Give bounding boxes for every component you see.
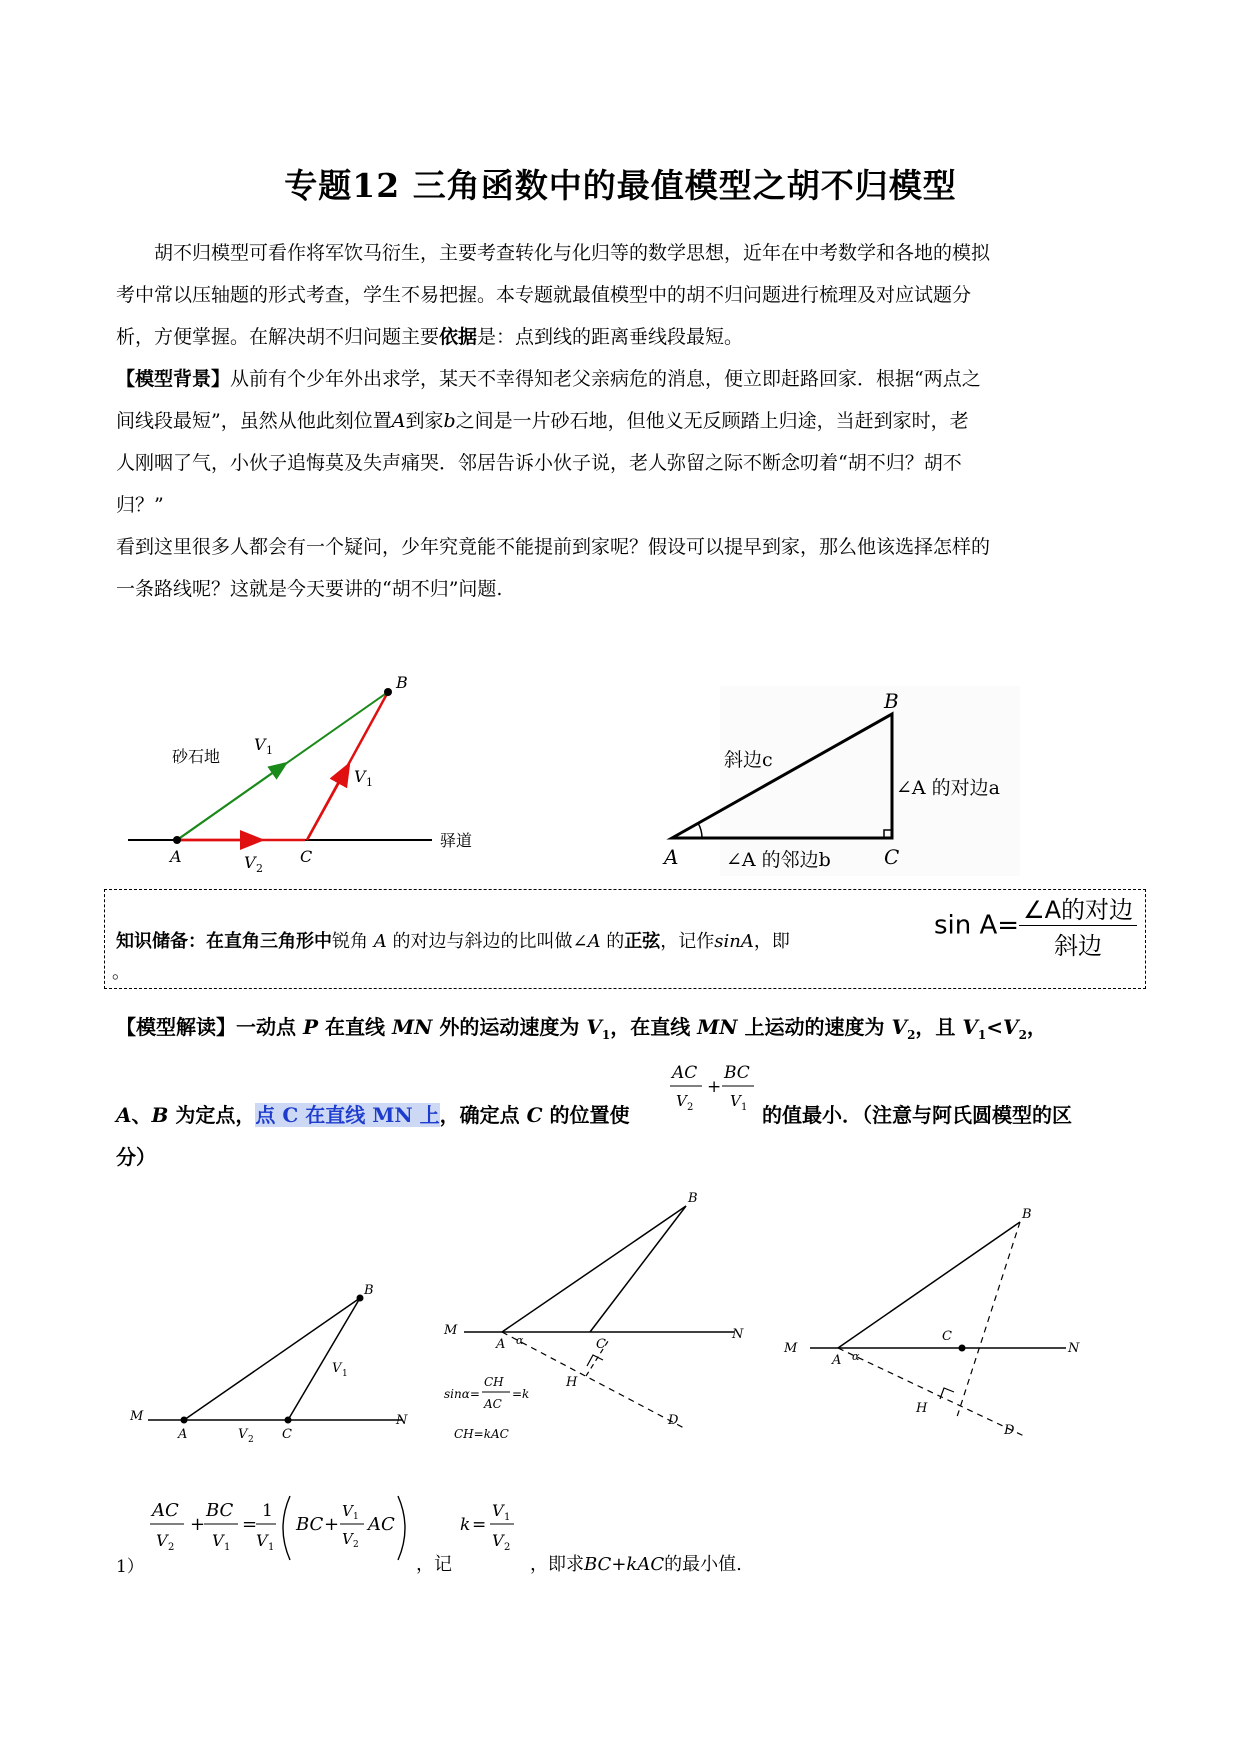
svg-text:1: 1 bbox=[224, 1542, 231, 1553]
svg-text:B: B bbox=[688, 1191, 698, 1206]
svg-text:D: D bbox=[668, 1413, 679, 1428]
svg-text:AC: AC bbox=[368, 1514, 395, 1535]
svg-text:=: = bbox=[472, 1515, 487, 1535]
reading-fraction bbox=[668, 1056, 756, 1130]
svg-text:N: N bbox=[396, 1413, 408, 1428]
reading-line-1: 【模型解读】一动点 P 在直线 MN 外的运动速度为 $V_1$，在直线 MN 上运动的速度为 $V_2$，且 $V_1<V_2$， bbox=[116, 1015, 1047, 1042]
svg-text:2: 2 bbox=[256, 862, 263, 875]
reading-line-2: A、B 为定点，点 C 在直线 MN 上，确定点 C 的位置使 bbox=[116, 1103, 630, 1127]
svg-text:V: V bbox=[212, 1531, 224, 1550]
svg-text:V: V bbox=[492, 1501, 504, 1520]
svg-text:V: V bbox=[492, 1531, 504, 1550]
svg-text:V: V bbox=[244, 853, 256, 872]
svg-text:H: H bbox=[566, 1375, 578, 1390]
svg-text:BC: BC bbox=[206, 1500, 234, 1521]
figure-perpendicular bbox=[770, 1200, 1100, 1450]
background-line-2: 间线段最短”，虽然从他此刻位置A到家b之间是一片砂石地，但他义无反顾踏上归途，当赶到家时，老 bbox=[116, 410, 969, 432]
opposite-label: ∠A 的对边a bbox=[896, 777, 1001, 799]
svg-text:B: B bbox=[884, 689, 899, 713]
intro-line-1: 胡不归模型可看作将军饮马衍生，主要考查转化与化归等的数学思想，近年在中考数学和各地的模拟 bbox=[154, 242, 991, 264]
svg-text:2: 2 bbox=[168, 1542, 175, 1553]
svg-text:V: V bbox=[254, 735, 266, 754]
svg-text:BC: BC bbox=[296, 1514, 324, 1535]
svg-text:1: 1 bbox=[366, 776, 373, 789]
step-1-formula bbox=[146, 1488, 416, 1578]
svg-text:1: 1 bbox=[741, 1102, 748, 1113]
intro-line-2: 考中常以压轴题的形式考查，学生不易把握。本专题就最值模型中的胡不归问题进行梳理及对应试题分 bbox=[116, 284, 972, 306]
svg-text:V: V bbox=[156, 1531, 168, 1550]
svg-text:B: B bbox=[364, 1283, 374, 1298]
svg-text:k: k bbox=[460, 1515, 471, 1535]
page-title: 专题12 三角函数中的最值模型之胡不归模型 bbox=[284, 166, 957, 205]
intro-line-3: 析，方便掌握。在解决胡不归问题主要依据是：点到线的距离垂线段最短。 bbox=[116, 326, 744, 348]
sine-formula: sin A= $\frac{\text{∠A的对边}}{\text{斜边}}$ bbox=[934, 890, 1137, 961]
svg-text:V: V bbox=[256, 1531, 268, 1550]
figure-sand-road bbox=[110, 668, 490, 875]
figure-right-triangle bbox=[660, 686, 1040, 876]
road-label: 驿道 bbox=[440, 831, 473, 850]
svg-text:BC: BC bbox=[724, 1063, 750, 1083]
svg-text:M: M bbox=[444, 1323, 458, 1338]
svg-text:+: + bbox=[324, 1514, 340, 1535]
svg-text:V: V bbox=[730, 1092, 741, 1110]
background-label: 【模型背景】 bbox=[116, 368, 231, 390]
svg-text:C: C bbox=[596, 1337, 606, 1352]
svg-text:D: D bbox=[1004, 1423, 1015, 1438]
step-1-tail: ，即求BC+kAC的最小值. bbox=[530, 1554, 742, 1575]
point-b bbox=[384, 688, 392, 696]
svg-text:N: N bbox=[1068, 1341, 1080, 1356]
svg-text:1: 1 bbox=[353, 1512, 359, 1522]
svg-text:V: V bbox=[332, 1361, 342, 1376]
figure-basic-model bbox=[126, 1276, 416, 1452]
svg-text:1: 1 bbox=[504, 1512, 511, 1523]
svg-text:C: C bbox=[282, 1427, 292, 1442]
svg-text:A: A bbox=[664, 845, 679, 869]
svg-text:1: 1 bbox=[268, 1542, 275, 1553]
svg-text:A: A bbox=[178, 1427, 188, 1442]
svg-text:=k: =k bbox=[512, 1387, 530, 1401]
step-1-k-definition bbox=[458, 1492, 528, 1562]
background-line-1: 【模型背景】从前有个少年外出求学，某天不幸得知老父亲病危的消息，便立即赶路回家．根据“两点之 bbox=[116, 368, 981, 390]
hypotenuse-label: 斜边c bbox=[724, 749, 773, 771]
svg-text:V: V bbox=[342, 1502, 353, 1520]
svg-text:α: α bbox=[516, 1334, 524, 1347]
svg-text:1: 1 bbox=[266, 744, 273, 757]
svg-text:V: V bbox=[676, 1092, 687, 1110]
sand-label: 砂石地 bbox=[172, 747, 221, 766]
svg-text:A: A bbox=[832, 1353, 842, 1368]
svg-text:CH=kAC: CH=kAC bbox=[454, 1427, 509, 1441]
highlight-c-on-mn: 点 C 在直线 MN 上 bbox=[255, 1103, 440, 1127]
svg-text:V: V bbox=[342, 1530, 353, 1548]
svg-text:C: C bbox=[300, 847, 313, 866]
svg-text:A: A bbox=[170, 847, 182, 866]
svg-text:2: 2 bbox=[353, 1540, 359, 1550]
svg-text:α: α bbox=[852, 1350, 860, 1363]
svg-text:M: M bbox=[784, 1341, 798, 1356]
svg-text:2: 2 bbox=[504, 1542, 511, 1553]
svg-text:B: B bbox=[396, 673, 408, 692]
svg-text:sinα=: sinα= bbox=[444, 1387, 480, 1401]
figure-sine-construction bbox=[440, 1188, 750, 1448]
svg-text:AC: AC bbox=[152, 1500, 179, 1521]
svg-text:V: V bbox=[238, 1427, 248, 1442]
background-line-5: 看到这里很多人都会有一个疑问，少年究竟能不能提前到家呢？假设可以提早到家，那么他该选择怎样的 bbox=[116, 536, 991, 558]
svg-text:CH: CH bbox=[484, 1375, 504, 1389]
svg-text:N: N bbox=[732, 1327, 744, 1342]
svg-text:B: B bbox=[1022, 1207, 1032, 1222]
step-1-number: 1） bbox=[116, 1557, 144, 1577]
svg-text:+: + bbox=[190, 1514, 206, 1535]
svg-text:H: H bbox=[916, 1401, 928, 1416]
point-a bbox=[173, 836, 181, 844]
svg-text:1: 1 bbox=[262, 1501, 273, 1521]
svg-text:=: = bbox=[242, 1514, 258, 1535]
svg-text:2: 2 bbox=[687, 1102, 694, 1113]
svg-text:2: 2 bbox=[248, 1435, 254, 1445]
v1-label-red: V bbox=[354, 767, 366, 786]
svg-text:+: + bbox=[707, 1077, 722, 1097]
svg-text:A: A bbox=[496, 1337, 506, 1352]
background-line-6: 一条路线呢？这就是今天要讲的“胡不归”问题. bbox=[116, 578, 503, 600]
svg-text:AC: AC bbox=[484, 1397, 502, 1411]
adjacent-label: ∠A 的邻边b bbox=[726, 849, 831, 871]
svg-text:M: M bbox=[130, 1409, 144, 1424]
svg-text:C: C bbox=[942, 1329, 952, 1344]
svg-text:1: 1 bbox=[342, 1369, 348, 1379]
svg-text:AC: AC bbox=[672, 1063, 698, 1083]
svg-text:C: C bbox=[884, 845, 900, 869]
knowledge-text: 知识储备：在直角三角形中锐角 A 的对边与斜边的比叫做∠A 的正弦，记作sinA，即 bbox=[116, 931, 790, 952]
background-line-4: 归？” bbox=[116, 494, 164, 516]
background-line-3: 人刚咽了气，小伙子追悔莫及失声痛哭．邻居告诉小伙子说，老人弥留之际不断念叨着“胡不归？胡不 bbox=[116, 452, 962, 474]
